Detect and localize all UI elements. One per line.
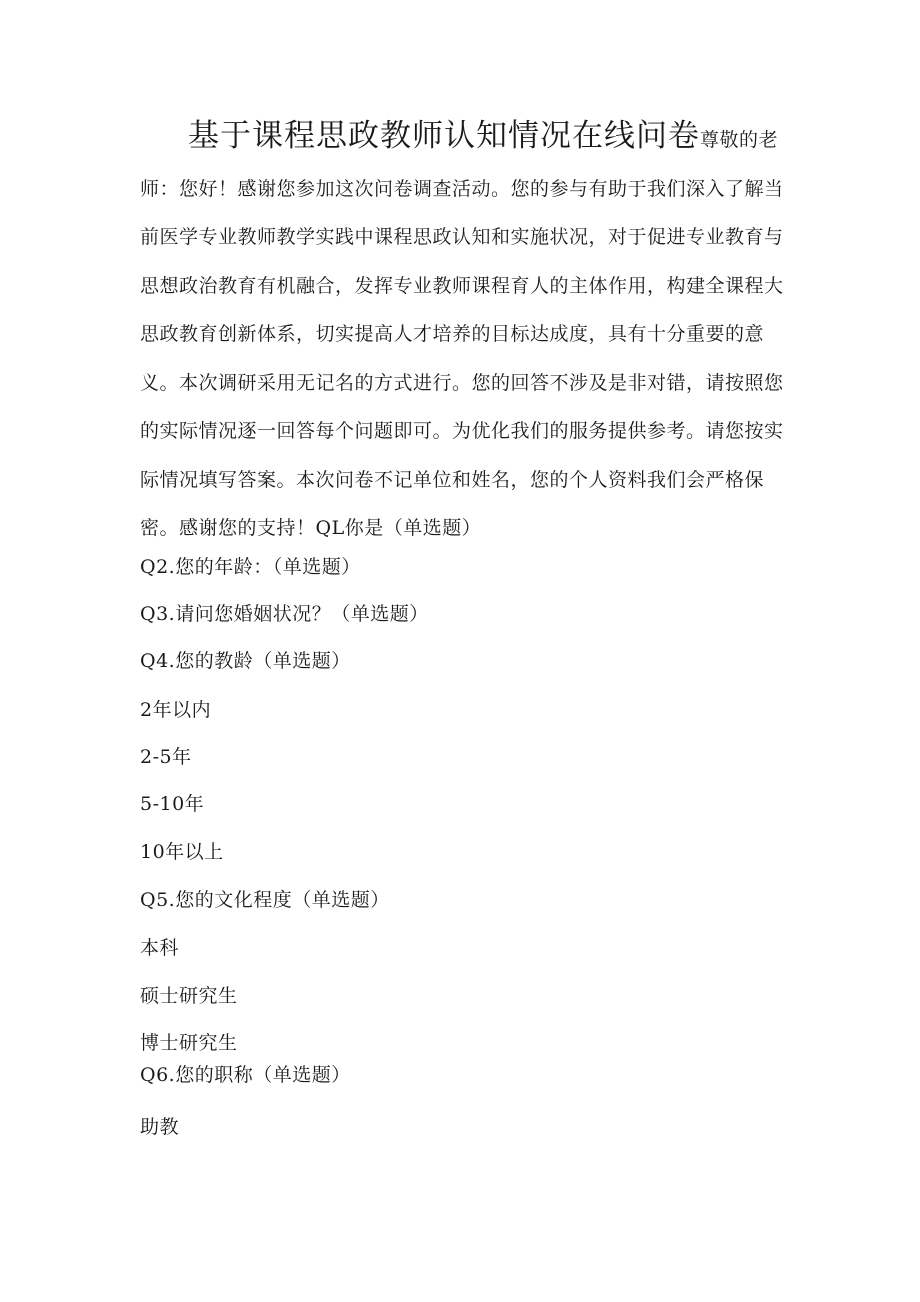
question-q5: Q5.您的文化程度（单选题） [140, 889, 390, 911]
q5-option: 博士研究生 [140, 1032, 238, 1054]
q4-option: 5-10年 [140, 793, 205, 815]
intro-paragraph [140, 112, 800, 553]
intro-text: 尊敬的老师：您好！感谢您参加这次问卷调查活动。您的参与有助于我们深入了解当前医学专业教师教学实践中课程思政认知和实施状况，对于促进专业教育与思想政治教育有机融合，发挥专业教师课程育人的主体作用，构建全课程大思政教育创新体系，切实提高人才培养的目标达成度，具有十分重要的意义。本次调研采用无记名的方式进行。您的回答不涉及是非对错，请按照您的实际情况逐一回答每个问题即可。为优化我们的服务提供参考。请您按实际情况填写答案。本次问卷不记单位和姓名，您的个人资料我们会严格保密。感谢您的支持！QL你是（单选题） [140, 129, 784, 539]
q4-option: 2年以内 [140, 699, 212, 721]
q4-option: 2-5年 [140, 746, 192, 768]
question-q4: Q4.您的教龄（单选题） [140, 650, 351, 672]
document-title: 基于课程思政教师认知情况在线问卷 [188, 118, 700, 154]
q4-option: 10年以上 [140, 841, 224, 863]
question-q3: Q3.请问您婚姻状况？（单选题） [140, 603, 429, 625]
q5-option: 硕士研究生 [140, 985, 238, 1007]
question-q6: Q6.您的职称（单选题） [140, 1064, 351, 1086]
q6-option: 助教 [140, 1116, 180, 1138]
q5-option: 本科 [140, 937, 180, 959]
question-q2: Q2.您的年龄：（单选题） [140, 556, 361, 578]
